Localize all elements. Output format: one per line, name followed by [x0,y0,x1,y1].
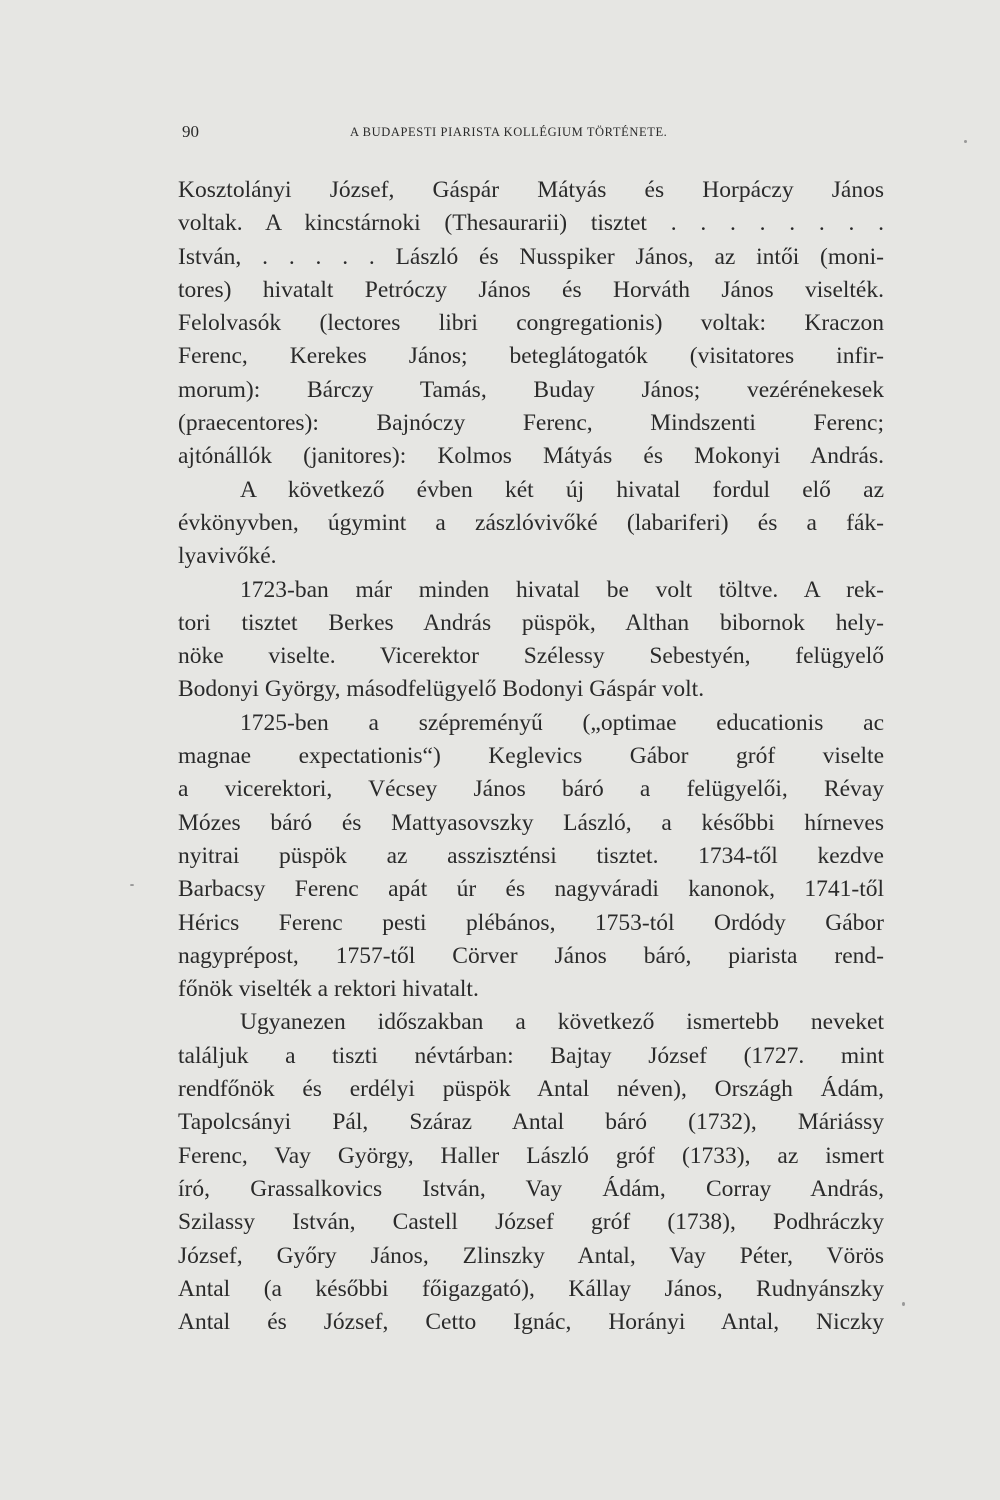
running-title: A BUDAPESTI PIARISTA KOLLÉGIUM TÖRTÉNETE. [350,125,668,139]
paper-speck [964,140,967,143]
text-line: A következő évben két új hivatal fordul elő az [240,476,884,503]
text-line: István, . . . . . László és Nusspiker János, az intői (moni- [178,243,884,270]
text-line: Kosztolányi József, Gáspár Mátyás és Horpáczy János [178,177,884,203]
text-line: magnae expectationis“) Keglevics Gábor gróf viselte [178,743,884,770]
text-line: (praecentores): Bajnóczy Ferenc, Mindszenti Ferenc; [178,410,884,437]
text-line: Ugyanezen időszakban a következő ismertebb neveket [240,1009,884,1036]
text-line: voltak. A kincstárnoki (Thesaurarii) tisztet . . . . . . . . [178,210,884,237]
text-line: Felolvasók (lectores libri congregationis) voltak: Kraczon [178,310,884,337]
text-line: a vicerektori, Vécsey János báró a felügyelői, Révay [178,776,884,803]
text-line: tori tisztet Berkes András püspök, Althan bibornok hely- [178,609,884,636]
text-line: Tapolcsányi Pál, Száraz Antal báró (1732), Máriássy [178,1109,884,1136]
text-line: főnök viselték a rektori hivatalt. [178,976,479,1003]
text-line: Mózes báró és Mattyasovszky László, a későbbi hírneves [178,809,884,836]
body-text [178,174,884,1339]
text-line: Antal és József, Cetto Ignác, Horányi Antal, Niczky [178,1309,884,1336]
text-line: nagyprépost, 1757-től Cörver János báró, piarista rend- [178,942,884,969]
text-line: rendfőnök és erdélyi püspök Antal néven), Országh Ádám, [178,1076,884,1103]
text-line: író, Grassalkovics István, Vay Ádám, Corray András, [178,1175,884,1202]
text-line: nöke viselte. Vicerektor Szélessy Sebestyén, felügyelő [178,643,884,670]
paper-speck [130,884,134,886]
text-line: ajtónállók (janitores): Kolmos Mátyás és Mokonyi András. [178,443,884,470]
text-line: Szilassy István, Castell József gróf (1738), Podhráczky [178,1209,884,1236]
text-line: Ferenc, Kerekes János; beteglátogatók (visitatores infir- [178,343,884,370]
page-number: 90 [182,122,199,141]
text-line: József, Győry János, Zlinszky Antal, Vay Péter, Vörös [178,1242,884,1269]
page-header [178,122,898,148]
text-line: morum): Bárczy Tamás, Buday János; vezérénekesek [178,376,884,403]
paper-speck [902,1302,905,1306]
text-line: Bodonyi György, másodfelügyelő Bodonyi Gáspár volt. [178,676,705,703]
text-line: Barbacsy Ferenc apát úr és nagyváradi kanonok, 1741-től [178,876,884,903]
text-line: Antal (a későbbi főigazgató), Kállay János, Rudnyánszky [178,1275,884,1302]
text-line: 1725-ben a szépreményű („optimae educationis ac [240,709,884,736]
text-line: 1723-ban már minden hivatal be volt töltve. A rek- [240,576,884,603]
text-line: évkönyvben, úgymint a zászlóvivőké (labariferi) és a fák- [178,509,884,536]
text-line: nyitrai püspök az assziszténsi tisztet. 1734-től kezdve [178,842,884,869]
text-line: lyavivőké. [178,543,277,570]
text-line: tores) hivatalt Petróczy János és Horváth János viselték. [178,276,884,303]
text-line: Hérics Ferenc pesti plébános, 1753-tól Ordódy Gábor [178,909,884,936]
text-line: Ferenc, Vay György, Haller László gróf (1733), az ismert [178,1142,884,1169]
text-line: találjuk a tiszti névtárban: Bajtay József (1727. mint [178,1042,884,1069]
